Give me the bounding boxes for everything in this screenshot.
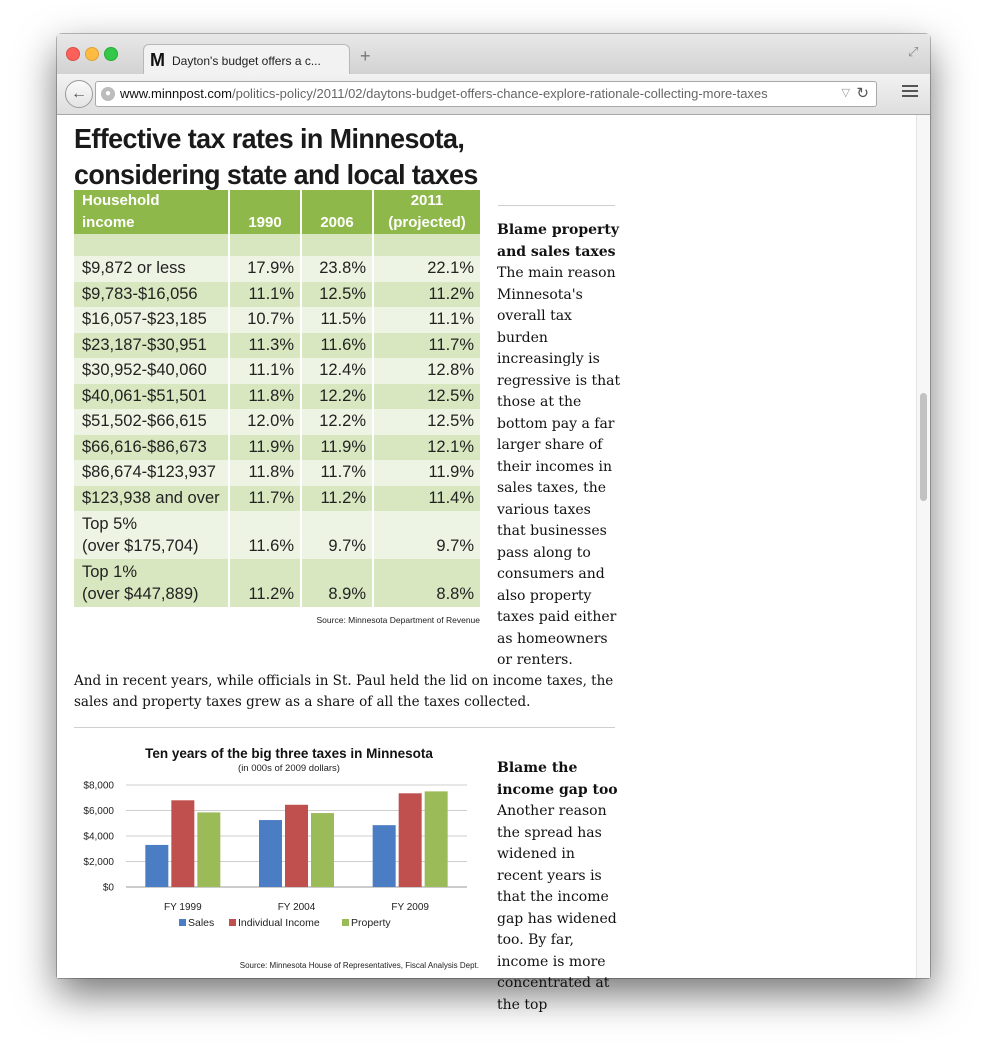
taxes-chart [74,740,484,975]
bar-individual-income-fy-1999 [171,800,194,887]
header-2006: 2006 [301,190,373,234]
url-dropdown-icon[interactable]: ▽ [841,87,850,99]
sidebar-title: Blame property and sales taxes [497,222,619,260]
table-source: Source: Minnesota Department of Revenue [316,615,480,625]
legend-label: Property [351,917,391,929]
x-tick-label: FY 1999 [164,902,202,913]
sidebar-body: Another reason the spread has widened in recent years is that the income gap has widened too. By far, income is more concentrated at the top [497,803,617,1013]
scrollbar-thumb[interactable] [920,393,927,501]
legend-label: Individual Income [238,917,320,929]
table-row: $123,938 and over 11.7% 11.2% 11.4% [74,486,480,512]
legend-label: Sales [188,917,215,929]
tab-bar [57,34,930,74]
bar-individual-income-fy-2004 [285,805,308,887]
sidebar-title: Blame the income gap too [497,760,618,798]
table-row: $30,952-$40,060 11.1% 12.4% 12.8% [74,358,480,384]
y-tick-label: $6,000 [83,806,114,817]
sidebar-body: The main reason Minnesota's overall tax burden increasingly is regressive is that those at the bottom pay a far larger share of their incomes in sales taxes, the various taxes that businesses pass along to consumers and also property taxes paid either as homeowners or renters. [497,265,621,668]
menu-icon[interactable] [902,85,918,99]
bar-property-fy-2009 [425,791,448,887]
header-household-income: Household income [74,190,229,234]
chart-bars [145,791,447,887]
table-row: Top 1% (over $447,889) 11.2% 8.9% 8.8% [74,559,480,607]
y-tick-label: $4,000 [83,831,114,843]
x-tick-label: FY 2004 [277,902,316,913]
legend-swatch [179,919,186,926]
table-row: Top 5% (over $175,704) 11.6% 9.7% 9.7% [74,511,480,559]
close-window-button[interactable] [66,47,80,61]
back-arrow-icon: ← [71,85,87,102]
legend-swatch [342,919,349,926]
sidebar-property-sales [497,220,622,672]
table-row: $9,872 or less 17.9% 23.8% 22.1% [74,256,480,282]
y-tick-label: $8,000 [83,780,114,792]
scrollbar[interactable] [916,115,930,978]
table-row: $51,502-$66,615 12.0% 12.2% 12.5% [74,409,480,435]
chart-y-axis [83,781,114,894]
url-path: /politics-policy/2011/02/daytons-budget-offers-chance-explore-rationale-collecting-more-taxes [231,86,768,101]
tab-title: Dayton's budget offers a c... [172,54,321,68]
bar-sales-fy-2009 [373,825,396,887]
chart-source: Source: Minnesota House of Representatives, Fiscal Analysis Dept. [239,961,479,970]
navigation-bar [57,74,930,115]
article-heading: Effective tax rates in Minnesota, considering state and local taxes [74,123,478,190]
bar-sales-fy-2004 [259,820,282,887]
new-tab-button[interactable]: + [360,46,371,66]
table-row: $23,187-$30,951 11.3% 11.6% 11.7% [74,333,480,359]
x-tick-label: FY 2009 [391,902,429,913]
bar-sales-fy-1999 [145,845,168,887]
table-row: $9,783-$16,056 11.1% 12.5% 11.2% [74,282,480,308]
chart-title: Ten years of the big three taxes in Minnesota [145,746,433,761]
url-host: www.minnpost.com [120,86,232,101]
bar-property-fy-2004 [311,813,334,887]
section-divider [74,727,615,728]
address-bar[interactable] [95,81,877,107]
page-content [57,115,917,1013]
globe-icon: ● [101,87,115,101]
table-row: $40,061-$51,501 11.8% 12.2% 12.5% [74,384,480,410]
reload-icon[interactable]: ↻ [856,85,869,102]
browser-tab[interactable] [143,44,350,75]
header-1990: 1990 [229,190,301,234]
minimize-window-button[interactable] [85,47,99,61]
sidebar-income-gap [497,758,622,1016]
bar-individual-income-fy-2009 [399,793,422,887]
table-header-row [74,190,480,234]
sidebar-divider [498,205,615,206]
y-tick-label: $2,000 [83,857,114,868]
minnpost-favicon: M [150,50,165,70]
chart-svg [74,740,484,975]
article-paragraph: And in recent years, while officials in St. Paul held the lid on income taxes, the sales and property taxes grew as a share of all the taxes collected. [74,673,614,710]
table-row: $16,057-$23,185 10.7% 11.5% 11.1% [74,307,480,333]
bar-property-fy-1999 [197,812,220,887]
chart-legend [179,917,391,929]
browser-window [57,34,930,1013]
table-row: $66,616-$86,673 11.9% 11.9% 12.1% [74,435,480,461]
table-row: $86,674-$123,937 11.8% 11.7% 11.9% [74,460,480,486]
back-button[interactable] [65,80,93,108]
chart-x-axis [164,902,429,913]
tax-rate-table [74,190,480,607]
fullscreen-icon[interactable]: ⤢ [908,44,919,59]
header-2011-projected: 2011 (projected) [373,190,480,234]
zoom-window-button[interactable] [104,47,118,61]
legend-swatch [229,919,236,926]
chart-subtitle: (in 000s of 2009 dollars) [238,763,340,774]
y-tick-label: $0 [102,882,114,894]
url-text[interactable] [120,86,768,101]
table-spacer-row [74,234,480,256]
